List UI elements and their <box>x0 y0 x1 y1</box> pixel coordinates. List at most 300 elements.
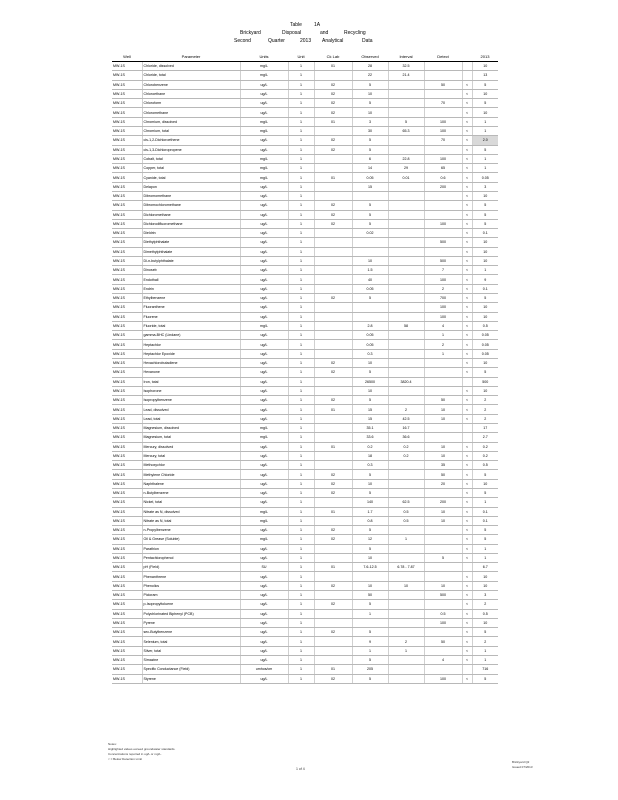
result-2013-cell: 10 <box>472 238 498 247</box>
interval-cell <box>388 312 424 321</box>
table-title-block <box>230 22 390 46</box>
parameter-cell: Heptachlor Epoxide <box>142 349 240 358</box>
qualifier-cell: < <box>462 591 472 600</box>
check-lab-cell <box>314 321 352 330</box>
qualifier-cell: < <box>462 359 472 368</box>
units-cell: ug/L <box>240 470 288 479</box>
detect-cell <box>424 600 462 609</box>
detect-cell <box>424 247 462 256</box>
detect-cell: 500 <box>424 591 462 600</box>
observed-cell: 15 <box>352 405 388 414</box>
parameter-cell: sec-Butylbenzene <box>142 628 240 637</box>
observed-cell: 15 <box>352 182 388 191</box>
qualifier-cell: < <box>462 386 472 395</box>
observed-cell: 10 <box>352 359 388 368</box>
detect-cell: 2 <box>424 284 462 293</box>
qualifier-cell: < <box>462 553 472 562</box>
qualifier-cell: < <box>462 108 472 117</box>
unit-cell: 1 <box>288 275 314 284</box>
units-cell: ug/L <box>240 275 288 284</box>
well-id-cell: MW-1S <box>112 321 142 330</box>
parameter-cell: Hexachlorobutadiene <box>142 359 240 368</box>
units-cell: ug/L <box>240 405 288 414</box>
units-cell: ug/L <box>240 591 288 600</box>
well-id-cell: MW-1S <box>112 210 142 219</box>
interval-cell: 42.5 <box>388 414 424 423</box>
result-2013-cell: 5 <box>472 535 498 544</box>
parameter-cell: Specific Conductance (Field) <box>142 665 240 674</box>
interval-cell: 65.3 <box>388 126 424 135</box>
units-cell: ug/L <box>240 201 288 210</box>
check-lab-cell <box>314 312 352 321</box>
table-row <box>112 145 498 154</box>
qualifier-cell: < <box>462 182 472 191</box>
well-id-cell: MW-1S <box>112 99 142 108</box>
table-row <box>112 266 498 275</box>
qualifier-cell: < <box>462 442 472 451</box>
column-header: Interval <box>388 52 424 62</box>
table-row <box>112 665 498 674</box>
observed-cell <box>352 312 388 321</box>
detect-cell <box>424 201 462 210</box>
parameter-cell: Isophorone <box>142 386 240 395</box>
parameter-cell: Nickel, total <box>142 498 240 507</box>
footnote-line: Highlighted values exceed groundwater standards. <box>108 747 176 751</box>
observed-cell: 0.8 <box>352 516 388 525</box>
unit-cell: 1 <box>288 238 314 247</box>
detect-cell <box>424 628 462 637</box>
unit-cell: 1 <box>288 340 314 349</box>
detect-cell: 100 <box>424 303 462 312</box>
result-2013-cell: 5 <box>472 488 498 497</box>
qualifier-cell: < <box>462 674 472 683</box>
detect-cell: 700 <box>424 294 462 303</box>
qualifier-cell: < <box>462 396 472 405</box>
check-lab-cell: 01 <box>314 117 352 126</box>
parameter-cell: Mercury, total <box>142 451 240 460</box>
qualifier-cell <box>462 423 472 432</box>
table-row <box>112 340 498 349</box>
qualifier-cell: < <box>462 80 472 89</box>
observed-cell: 15 <box>352 414 388 423</box>
detect-cell: 100 <box>424 312 462 321</box>
check-lab-cell <box>314 637 352 646</box>
units-cell: mg/L <box>240 423 288 432</box>
parameter-cell: Chloride, total <box>142 71 240 80</box>
interval-cell <box>388 553 424 562</box>
table-row <box>112 219 498 228</box>
unit-cell: 1 <box>288 526 314 535</box>
result-2013-cell: 10 <box>472 89 498 98</box>
detect-cell <box>424 71 462 80</box>
table-row <box>112 229 498 238</box>
parameter-cell: Lead, dissolved <box>142 405 240 414</box>
interval-cell: 22.8 <box>388 154 424 163</box>
parameter-cell: Phenanthrene <box>142 572 240 581</box>
column-header: Detect <box>424 52 462 62</box>
observed-cell: 1.7 <box>352 507 388 516</box>
result-2013-cell: 0.1 <box>472 284 498 293</box>
check-lab-cell <box>314 340 352 349</box>
qualifier-cell: < <box>462 507 472 516</box>
unit-cell: 1 <box>288 331 314 340</box>
unit-cell: 1 <box>288 294 314 303</box>
check-lab-cell <box>314 656 352 665</box>
observed-cell: 1 <box>352 646 388 655</box>
check-lab-cell <box>314 191 352 200</box>
units-cell: ug/L <box>240 303 288 312</box>
qualifier-cell: < <box>462 479 472 488</box>
result-2013-cell: 1 <box>472 266 498 275</box>
units-cell: ug/L <box>240 386 288 395</box>
unit-cell: 1 <box>288 405 314 414</box>
check-lab-cell: 02 <box>314 219 352 228</box>
well-id-cell: MW-1S <box>112 89 142 98</box>
result-2013-cell: 10 <box>472 256 498 265</box>
interval-cell <box>388 396 424 405</box>
result-2013-cell: 3 <box>472 591 498 600</box>
interval-cell <box>388 656 424 665</box>
qualifier-cell: < <box>462 461 472 470</box>
observed-cell: 10 <box>352 89 388 98</box>
well-id-cell: MW-1S <box>112 461 142 470</box>
check-lab-cell: 02 <box>314 368 352 377</box>
qualifier-cell: < <box>462 247 472 256</box>
observed-cell: 7.6-12.5 <box>352 563 388 572</box>
unit-cell: 1 <box>288 126 314 135</box>
table-row <box>112 89 498 98</box>
parameter-cell: Phenolics <box>142 581 240 590</box>
units-cell: ug/L <box>240 488 288 497</box>
well-id-cell: MW-1S <box>112 628 142 637</box>
check-lab-cell <box>314 609 352 618</box>
well-id-cell: MW-1S <box>112 377 142 386</box>
result-2013-cell: 5 <box>472 526 498 535</box>
units-cell: mg/L <box>240 535 288 544</box>
check-lab-cell: 02 <box>314 674 352 683</box>
units-cell: ug/L <box>240 247 288 256</box>
parameter-cell: Dieldrin <box>142 229 240 238</box>
check-lab-cell <box>314 646 352 655</box>
table-row <box>112 674 498 683</box>
well-id-cell: MW-1S <box>112 386 142 395</box>
table-row <box>112 201 498 210</box>
qualifier-cell: < <box>462 294 472 303</box>
parameter-cell: Pentachlorophenol <box>142 553 240 562</box>
observed-cell: 5 <box>352 145 388 154</box>
unit-cell: 1 <box>288 591 314 600</box>
check-lab-cell <box>314 71 352 80</box>
result-2013-cell: 2 <box>472 637 498 646</box>
parameter-cell: Di-n-butylphthalate <box>142 256 240 265</box>
detect-cell: 100 <box>424 126 462 135</box>
unit-cell: 1 <box>288 572 314 581</box>
table-row <box>112 154 498 163</box>
parameter-cell: Dichloromethane <box>142 210 240 219</box>
table-row <box>112 238 498 247</box>
parameter-cell: Copper, total <box>142 164 240 173</box>
unit-cell: 1 <box>288 377 314 386</box>
interval-cell <box>388 628 424 637</box>
interval-cell <box>388 488 424 497</box>
well-id-cell: MW-1S <box>112 396 142 405</box>
well-id-cell: MW-1S <box>112 359 142 368</box>
qualifier-cell: < <box>462 414 472 423</box>
table-row <box>112 349 498 358</box>
well-id-cell: MW-1S <box>112 563 142 572</box>
check-lab-cell <box>314 266 352 275</box>
interval-cell <box>388 99 424 108</box>
interval-cell: 10 <box>388 581 424 590</box>
well-id-cell: MW-1S <box>112 145 142 154</box>
units-cell: ug/L <box>240 581 288 590</box>
table-row <box>112 136 498 145</box>
unit-cell: 1 <box>288 600 314 609</box>
parameter-cell: Mercury, dissolved <box>142 442 240 451</box>
observed-cell: 30 <box>352 126 388 135</box>
parameter-cell: Fluorene <box>142 312 240 321</box>
observed-cell: 10 <box>352 108 388 117</box>
qualifier-cell: < <box>462 210 472 219</box>
observed-cell: 5 <box>352 628 388 637</box>
table-body <box>112 62 498 684</box>
result-2013-cell: 0.2 <box>472 442 498 451</box>
units-cell: mg/L <box>240 321 288 330</box>
units-cell: ug/L <box>240 331 288 340</box>
interval-cell: 2 <box>388 637 424 646</box>
check-lab-cell: 02 <box>314 600 352 609</box>
detect-cell <box>424 544 462 553</box>
table-row <box>112 80 498 89</box>
check-lab-cell: 01 <box>314 665 352 674</box>
interval-cell <box>388 256 424 265</box>
parameter-cell: Diethylphthalate <box>142 238 240 247</box>
unit-cell: 1 <box>288 247 314 256</box>
check-lab-cell: 01 <box>314 62 352 71</box>
check-lab-cell: 01 <box>314 442 352 451</box>
units-cell: ug/L <box>240 238 288 247</box>
qualifier-cell: < <box>462 600 472 609</box>
unit-cell: 1 <box>288 89 314 98</box>
units-cell: ug/L <box>240 99 288 108</box>
interval-cell: 0.2 <box>388 451 424 460</box>
units-cell: ug/L <box>240 498 288 507</box>
units-cell: ug/L <box>240 600 288 609</box>
table-row <box>112 99 498 108</box>
units-cell: ug/L <box>240 442 288 451</box>
table-row <box>112 331 498 340</box>
check-lab-cell <box>314 591 352 600</box>
unit-cell: 1 <box>288 535 314 544</box>
check-lab-cell: 02 <box>314 470 352 479</box>
well-id-cell: MW-1S <box>112 275 142 284</box>
observed-cell: 5 <box>352 396 388 405</box>
unit-cell: 1 <box>288 442 314 451</box>
well-id-cell: MW-1S <box>112 368 142 377</box>
detect-cell: 10 <box>424 507 462 516</box>
well-id-cell: MW-1S <box>112 229 142 238</box>
interval-cell: 1 <box>388 535 424 544</box>
table-row <box>112 618 498 627</box>
table-row <box>112 396 498 405</box>
table-row <box>112 563 498 572</box>
qualifier-cell: < <box>462 349 472 358</box>
parameter-cell: Dimethylphthalate <box>142 247 240 256</box>
well-id-cell: MW-1S <box>112 581 142 590</box>
interval-cell: 32.5 <box>388 62 424 71</box>
interval-cell: 6.78 - 7.87 <box>388 563 424 572</box>
interval-cell: 3820.4 <box>388 377 424 386</box>
detect-cell: 0.6 <box>424 173 462 182</box>
unit-cell: 1 <box>288 563 314 572</box>
qualifier-cell: < <box>462 117 472 126</box>
parameter-cell: Endrin <box>142 284 240 293</box>
interval-cell <box>388 386 424 395</box>
table-row <box>112 284 498 293</box>
units-cell: ug/L <box>240 656 288 665</box>
unit-cell: 1 <box>288 553 314 562</box>
parameter-cell: Simazine <box>142 656 240 665</box>
result-2013-cell: 1 <box>472 544 498 553</box>
result-2013-cell: 9 <box>472 275 498 284</box>
title-word: Disposal <box>282 30 302 36</box>
detect-cell <box>424 89 462 98</box>
table-row <box>112 461 498 470</box>
check-lab-cell <box>314 247 352 256</box>
interval-cell: 1 <box>388 646 424 655</box>
table-row <box>112 275 498 284</box>
unit-cell: 1 <box>288 154 314 163</box>
parameter-cell: Dibromomethane <box>142 191 240 200</box>
check-lab-cell <box>314 544 352 553</box>
unit-cell: 1 <box>288 665 314 674</box>
detect-cell: 70 <box>424 99 462 108</box>
parameter-cell: Lead, total <box>142 414 240 423</box>
table-row <box>112 637 498 646</box>
check-lab-cell <box>314 553 352 562</box>
units-cell: ug/L <box>240 359 288 368</box>
table-row <box>112 256 498 265</box>
check-lab-cell: 01 <box>314 563 352 572</box>
qualifier-cell: < <box>462 451 472 460</box>
interval-cell: 0.01 <box>388 173 424 182</box>
result-2013-cell: 13 <box>472 71 498 80</box>
units-cell: ug/L <box>240 609 288 618</box>
unit-cell: 1 <box>288 618 314 627</box>
units-cell: ug/L <box>240 618 288 627</box>
detect-cell <box>424 488 462 497</box>
result-2013-cell: 5 <box>472 294 498 303</box>
units-cell: ug/L <box>240 377 288 386</box>
result-2013-cell: 10 <box>472 108 498 117</box>
units-cell: mg/L <box>240 164 288 173</box>
table-row <box>112 247 498 256</box>
units-cell: mg/L <box>240 507 288 516</box>
observed-cell <box>352 238 388 247</box>
units-cell: ug/L <box>240 572 288 581</box>
check-lab-cell <box>314 433 352 442</box>
qualifier-cell: < <box>462 154 472 163</box>
parameter-cell: Magnesium, total <box>142 433 240 442</box>
table-row <box>112 368 498 377</box>
check-lab-cell: 02 <box>314 99 352 108</box>
interval-cell <box>388 89 424 98</box>
title-word: Table <box>290 22 302 28</box>
parameter-cell: Cyanide, total <box>142 173 240 182</box>
unit-cell: 1 <box>288 674 314 683</box>
parameter-cell: p-Isopropyltoluene <box>142 600 240 609</box>
parameter-cell: Selenium, total <box>142 637 240 646</box>
result-2013-cell: 0.1 <box>472 229 498 238</box>
well-id-cell: MW-1S <box>112 535 142 544</box>
observed-cell: 5 <box>352 80 388 89</box>
unit-cell: 1 <box>288 544 314 553</box>
unit-cell: 1 <box>288 62 314 71</box>
parameter-cell: Chloromethane <box>142 108 240 117</box>
well-id-cell: MW-1S <box>112 164 142 173</box>
parameter-cell: Methylene Chloride <box>142 470 240 479</box>
interval-cell <box>388 674 424 683</box>
detect-cell: 10 <box>424 516 462 525</box>
result-2013-cell: 10 <box>472 312 498 321</box>
parameter-cell: Chloride, dissolved <box>142 62 240 71</box>
qualifier-cell <box>462 71 472 80</box>
check-lab-cell <box>314 256 352 265</box>
units-cell: ug/L <box>240 396 288 405</box>
interval-cell <box>388 609 424 618</box>
unit-cell: 1 <box>288 609 314 618</box>
observed-cell: 5 <box>352 674 388 683</box>
detect-cell: 10 <box>424 451 462 460</box>
observed-cell: 0.3 <box>352 461 388 470</box>
detect-cell <box>424 386 462 395</box>
units-cell: ug/L <box>240 349 288 358</box>
check-lab-cell <box>314 238 352 247</box>
parameter-cell: Isopropylbenzene <box>142 396 240 405</box>
well-id-cell: MW-1S <box>112 544 142 553</box>
interval-cell <box>388 266 424 275</box>
units-cell: ug/L <box>240 145 288 154</box>
units-cell: ug/L <box>240 479 288 488</box>
interval-cell <box>388 238 424 247</box>
unit-cell: 1 <box>288 507 314 516</box>
units-cell: ug/L <box>240 637 288 646</box>
observed-cell: 2.8 <box>352 321 388 330</box>
well-id-cell: MW-1S <box>112 62 142 71</box>
parameter-cell: Chromium, total <box>142 126 240 135</box>
qualifier-cell: < <box>462 191 472 200</box>
footnote-line: Concentrations reported in ug/L or mg/L. <box>108 752 162 756</box>
table-row <box>112 591 498 600</box>
detect-cell <box>424 229 462 238</box>
check-lab-cell <box>314 126 352 135</box>
observed-cell: 22 <box>352 71 388 80</box>
qualifier-cell <box>462 377 472 386</box>
parameter-cell: Iron, total <box>142 377 240 386</box>
units-cell: ug/L <box>240 284 288 293</box>
units-cell: ug/L <box>240 451 288 460</box>
table-row <box>112 117 498 126</box>
result-2013-cell: 10 <box>472 191 498 200</box>
unit-cell: 1 <box>288 136 314 145</box>
parameter-cell: Pyrene <box>142 618 240 627</box>
analytical-data-table <box>112 52 498 684</box>
table-row <box>112 210 498 219</box>
detect-cell: 1 <box>424 349 462 358</box>
observed-cell <box>352 191 388 200</box>
table-row <box>112 656 498 665</box>
well-id-cell: MW-1S <box>112 284 142 293</box>
